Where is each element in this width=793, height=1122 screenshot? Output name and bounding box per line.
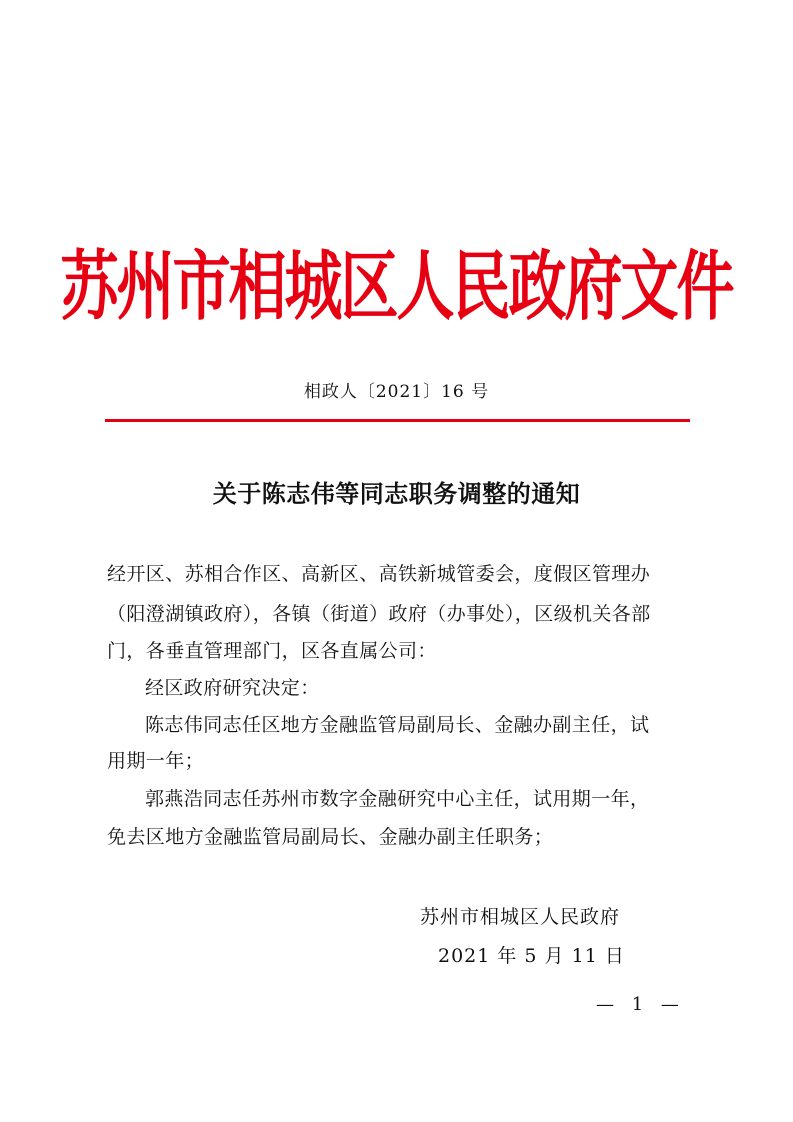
document-number: 相政人〔2021〕16 号: [303, 382, 490, 402]
issuer-masthead: 苏州市相城区人民政府文件: [60, 242, 733, 331]
item1-line-1: 陈志伟同志任区地方金融监管局副局长、金融办副主任，试: [145, 714, 650, 736]
signature-date: 2021 年 5 月 11 日: [438, 945, 625, 967]
page-number: — 1 —: [596, 994, 685, 1015]
red-separator-line: [105, 419, 690, 422]
decision-line: 经区政府研究决定：: [145, 677, 320, 699]
document-title: 关于陈志伟等同志职务调整的通知: [212, 480, 581, 508]
item2-line-1: 郭燕浩同志任苏州市数字金融研究中心主任，试用期一年，: [145, 788, 650, 810]
signature-issuer: 苏州市相城区人民政府: [420, 906, 621, 928]
recipients-line-1: 经开区、苏相合作区、高新区、高铁新城管委会，度假区管理办: [107, 563, 651, 585]
recipients-line-3: 门，各垂直管理部门，区各直属公司：: [107, 640, 437, 662]
item1-line-2: 用期一年；: [107, 750, 205, 772]
recipients-line-2: （阳澄湖镇政府），各镇（街道）政府（办事处），区级机关各部: [107, 603, 651, 625]
item2-line-2: 免去区地方金融监管局副局长、金融办副主任职务；: [107, 826, 554, 848]
